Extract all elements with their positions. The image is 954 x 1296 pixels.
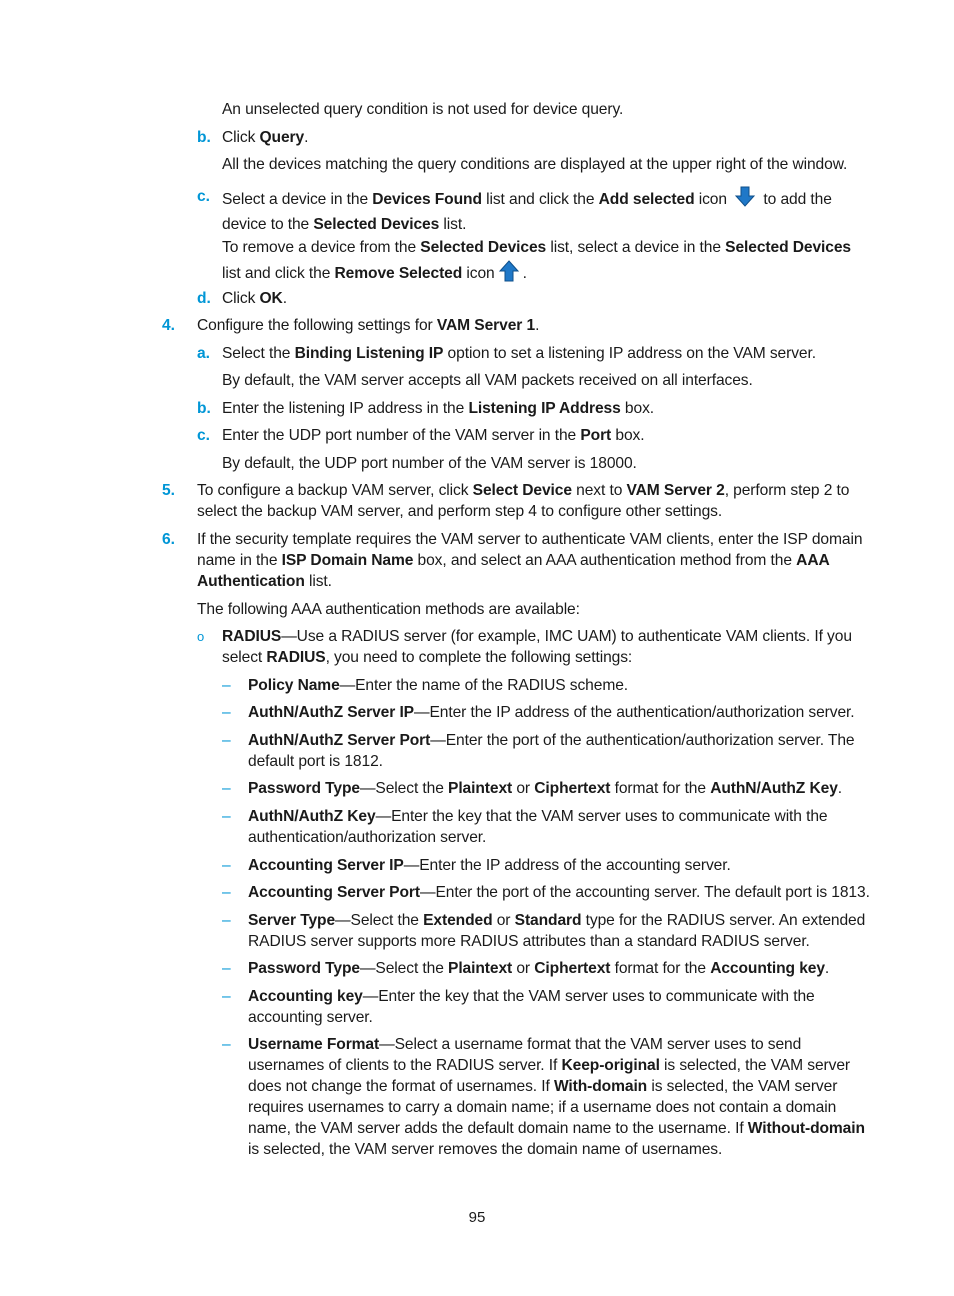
item-accounting-server-port: Accounting Server Port—Enter the port of the accounting server. The default port is 1813. bbox=[248, 884, 870, 901]
dash-server-type: – bbox=[222, 912, 231, 929]
step-marker-4b: b. bbox=[197, 400, 211, 417]
step-isp-domain: If the security template requires the VAM server to authenticate VAM clients, enter the ISP domain name in the ISP Domain Name box, and select an AAA authentication method from the AAA Authentication list. bbox=[197, 531, 863, 590]
paragraph-remove-device: To remove a device from the Selected Devices list, select a device in the Selected Devices list and click the Remove Selected icon . bbox=[222, 235, 872, 290]
dash-username-format: – bbox=[222, 1036, 231, 1053]
item-radius: RADIUS—Use a RADIUS server (for example, IMC UAM) to authenticate VAM clients. If you select RADIUS, you need to complete the following settings: bbox=[222, 628, 852, 666]
step-click-query: Click Query. bbox=[222, 129, 309, 146]
item-authn-server-port: AuthN/AuthZ Server Port—Enter the port of the authentication/authorization server. The default port is 1812. bbox=[248, 732, 855, 770]
paragraph-methods-available: The following AAA authentication methods are available: bbox=[197, 601, 580, 618]
step-add-selected: Select a device in the Devices Found list and click the Add selected icon to add the device to the Selected Devices list. bbox=[222, 186, 872, 235]
step-configure-vam-server-1: Configure the following settings for VAM Server 1. bbox=[197, 317, 540, 334]
bullet-radius: o bbox=[197, 629, 205, 644]
dash-accounting-server-port: – bbox=[222, 884, 231, 901]
page-number: 95 bbox=[468, 1209, 486, 1226]
dash-accounting-key: – bbox=[222, 988, 231, 1005]
item-username-format: Username Format—Select a username format that the VAM server uses to send usernames of clients to the RADIUS server. If Keep-original is selected, the VAM server does not change the format of usernames. If With-domain is selected, the VAM server requires usernames to carry a domain name; if a username does not contain a domain name, the VAM server adds the default domain name to the username. If Without-domain is selected, the VAM server removes the domain name of usernames. bbox=[248, 1036, 865, 1158]
step-backup-vam-server: To configure a backup VAM server, click Select Device next to VAM Server 2, perform step 2 to select the backup VAM server, and perform step 4 to configure other settings. bbox=[197, 482, 850, 520]
step-marker-b: b. bbox=[197, 129, 211, 146]
item-authn-key: AuthN/AuthZ Key—Enter the key that the VAM server uses to communicate with the authentication/authorization server. bbox=[248, 808, 828, 846]
dash-authn-server-ip: – bbox=[222, 704, 231, 721]
step-marker-4a: a. bbox=[197, 345, 211, 362]
step-marker-5: 5. bbox=[162, 482, 176, 499]
step-click-ok: Click OK. bbox=[222, 290, 287, 307]
paragraph-unselected-condition: An unselected query condition is not used for device query. bbox=[222, 101, 624, 118]
paragraph-devices-displayed: All the devices matching the query conditions are displayed at the upper right of the window. bbox=[222, 156, 848, 173]
dash-password-type-2: – bbox=[222, 960, 231, 977]
step-marker-c: c. bbox=[197, 188, 211, 205]
paragraph-default-accepts: By default, the VAM server accepts all VAM packets received on all interfaces. bbox=[222, 372, 753, 389]
step-marker-d: d. bbox=[197, 290, 211, 307]
paragraph-default-udp-port: By default, the UDP port number of the VAM server is 18000. bbox=[222, 455, 637, 472]
dash-authn-key: – bbox=[222, 808, 231, 825]
item-server-type: Server Type—Select the Extended or Standard type for the RADIUS server. An extended RADIUS server supports more RADIUS attributes than a standard RADIUS server. bbox=[248, 912, 866, 950]
item-password-type-2: Password Type—Select the Plaintext or Ciphertext format for the Accounting key. bbox=[248, 960, 830, 977]
step-listening-ip-address: Enter the listening IP address in the Listening IP Address box. bbox=[222, 400, 654, 417]
item-accounting-key: Accounting key—Enter the key that the VAM server uses to communicate with the accounting server. bbox=[248, 988, 815, 1026]
item-policy-name: Policy Name—Enter the name of the RADIUS scheme. bbox=[248, 677, 629, 694]
item-accounting-server-ip: Accounting Server IP—Enter the IP address of the accounting server. bbox=[248, 857, 731, 874]
step-udp-port: Enter the UDP port number of the VAM server in the Port box. bbox=[222, 427, 645, 444]
step-marker-6: 6. bbox=[162, 531, 176, 548]
item-authn-server-ip: AuthN/AuthZ Server IP—Enter the IP address of the authentication/authorization server. bbox=[248, 704, 855, 721]
dash-accounting-server-ip: – bbox=[222, 857, 231, 874]
item-password-type-1: Password Type—Select the Plaintext or Ciphertext format for the AuthN/AuthZ Key. bbox=[248, 780, 843, 797]
dash-policy-name: – bbox=[222, 677, 231, 694]
arrow-up-icon bbox=[498, 260, 520, 290]
step-binding-listening-ip: Select the Binding Listening IP option to set a listening IP address on the VAM server. bbox=[222, 345, 816, 362]
dash-authn-server-port: – bbox=[222, 732, 231, 749]
arrow-down-icon bbox=[734, 186, 756, 214]
step-marker-4: 4. bbox=[162, 317, 176, 334]
dash-password-type-1: – bbox=[222, 780, 231, 797]
step-marker-4c: c. bbox=[197, 427, 211, 444]
